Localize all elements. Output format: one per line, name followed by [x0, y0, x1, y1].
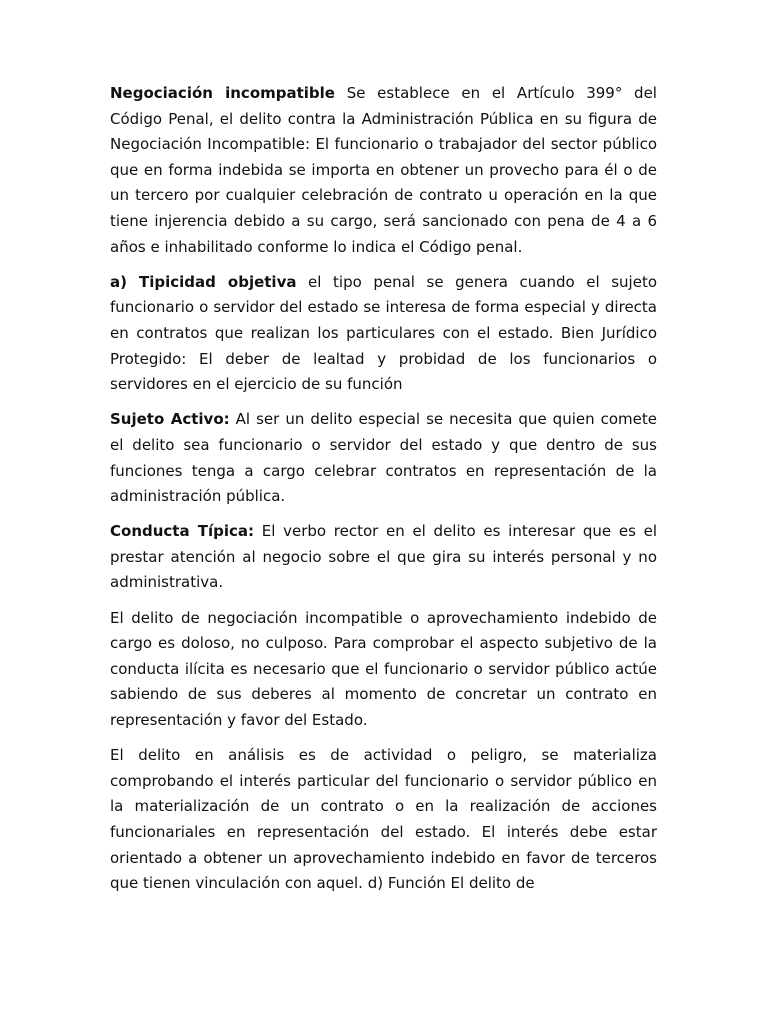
paragraph-aspecto-subjetivo	[110, 606, 657, 734]
paragraph-sujeto-activo	[110, 407, 657, 509]
paragraph-heading: Sujeto Activo:	[110, 410, 230, 429]
paragraph-text: El verbo rector en el delito es interesar que es el prestar atención al negocio sobre el que gira su interés personal y no administrativa.	[110, 522, 657, 592]
paragraph-text: el tipo penal se genera cuando el sujeto funcionario o servidor del estado se interesa de forma especial y directa en contratos que realizan los particulares con el estado. Bien Jurídico Protegido: El deber de lealtad y probidad de los funcionarios o servidores en el ejercicio de su función	[110, 272, 658, 394]
paragraph-actividad-peligro	[110, 743, 657, 897]
paragraph-text: El delito en análisis es de actividad o peligro, se materializa comprobando el interés particular del funcionario o servidor público en la materialización de un contrato o en la realización de acciones funcionariales en representación del estado. El interés debe estar orientado a obtener un aprovechamiento indebido en favor de terceros que tienen vinculación con aquel. d) Función El delito de	[110, 746, 657, 893]
paragraph-text: El delito de negociación incompatible o aprovechamiento indebido de cargo es doloso, no culposo. Para comprobar el aspecto subjetivo de la conducta ilícita es necesario que el funcionario o servidor público actúe sabiendo de sus deberes al momento de concretar un contrato en representación y favor del Estado.	[110, 608, 657, 730]
paragraph-text: Al ser un delito especial se necesita que quien comete el delito sea funcionario o servidor del estado y que dentro de sus funciones tenga a cargo celebrar contratos en representación de la administración pública.	[110, 410, 658, 506]
document-page	[110, 81, 657, 906]
paragraph-conducta-tipica	[110, 519, 657, 596]
paragraph-tipicidad-objetiva	[110, 270, 657, 398]
paragraph-text: Se establece en el Artículo 399° del Código Penal, el delito contra la Administración Pública en su figura de Negociación Incompatible: El funcionario o trabajador del sector público que en forma indebida se importa en obtener un provecho para él o de un tercero por cualquier celebración de contrato u operación en la que tiene injerencia debido a su cargo, será sancionado con pena de 4 a 6 años e inhabilitado conforme lo indica el Código penal.	[110, 84, 657, 256]
paragraph-negociacion-incompatible	[110, 81, 657, 260]
paragraph-heading: Conducta Típica:	[110, 522, 255, 541]
paragraph-heading: Negociación incompatible	[110, 84, 335, 102]
paragraph-heading: a) Tipicidad objetiva	[110, 272, 297, 291]
